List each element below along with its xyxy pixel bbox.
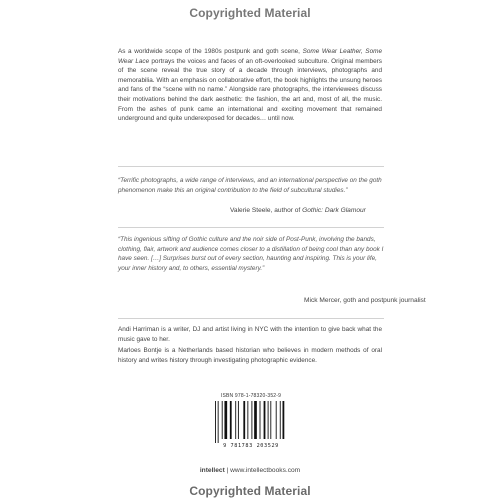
barcode-bar [247,401,248,439]
barcode-bar [270,401,271,439]
divider-3 [118,318,384,319]
publisher-name: intellect [199,467,225,474]
blurb-part-2: portrays the voices and faces of an oft-overlooked subculture. Original members of the scene reveal the true story of a decade through interviews, photographs and memorabilia. With an emphasis on collaborative effort, the book highlights the unsung heroes and fans of the “scene with no name.” Alongside rare photographs, the interviewees discuss their motivations behind the dark aesthetic: the fashion, the art and, most of all, the music. From the ashes of punk came an international and exciting movement that remained underground and quite underexposed for decades… until now. [118,57,382,123]
review-quote-2: “This ingenious sifting of Gothic culture and the noir side of Post-Punk, involving the bands, clothing, flair, artwork and audience comes closer to a distillation of being cool than any book I have seen. […] Surprises burst out of every section, haunting and inspiring. This is your life, your inner history and, to others, essential mystery.” [118,236,384,272]
barcode-bar [264,401,266,439]
reviewer-role-2: , goth and postpunk journalist [339,297,426,304]
back-cover-blurb [118,47,382,124]
author-name-2: Marloes Bontje [118,347,162,354]
publisher-separator: | [224,467,231,474]
barcode-bar [235,401,236,439]
barcode-bar [254,401,257,439]
reviewer-book-title-1: Gothic: Dark Glamour [302,207,366,214]
book-title-italic: Some Wear Leather, Some Wear Lace [118,48,382,65]
isbn-barcode [213,393,289,453]
barcode-bar [218,401,219,443]
barcode-bar [280,401,281,439]
barcode-bar [260,401,261,439]
author-bio-1 [118,325,382,344]
barcode-bar [268,401,269,439]
reviewer-name-1: Valerie Steele [230,207,271,214]
review-attribution-2 [304,296,426,305]
author-bio-2 [118,346,382,365]
divider-2 [118,227,384,228]
author-name-1: Andi Harriman [118,326,160,333]
author-bio-text-2: is a Netherlands based historian who believes in modern methods of oral history and writes history through investigating photographic evidence. [118,347,382,364]
reviewer-name-2: Mick Mercer [304,297,340,304]
isbn-label: ISBN 978-1-78320-352-9 [220,393,282,399]
barcode-bar [283,401,285,439]
barcode-bar [276,401,277,439]
barcode-bar [251,401,252,439]
barcode-bar [238,401,239,439]
author-bio-text-1: is a writer, DJ and artist living in NYC with the intention to give back what the music gave to her. [118,326,382,343]
blurb-part-1: As a worldwide scope of the 1980s postpunk and goth scene, [118,48,303,55]
barcode-bars [215,401,287,443]
copyright-watermark-top: Copyrighted Material [189,6,311,20]
copyright-watermark-bottom: Copyrighted Material [189,484,311,498]
barcode-bar [224,401,227,439]
barcode-bar [230,401,232,439]
reviewer-role-prefix-1: , author of [270,207,303,214]
barcode-number: 9 781783 203529 [223,443,279,449]
barcode-bar [243,401,245,439]
publisher-line [0,467,500,474]
review-attribution-1 [230,206,366,215]
review-quote-1: “Terrific photographs, a wide range of interviews, and an international perspective on the goth phenomenon make this an original contribution to the field of subcultural studies.” [118,177,382,194]
publisher-url[interactable]: www.intellectbooks.com [230,467,301,474]
barcode-bar [222,401,223,439]
barcode-bar [215,401,216,443]
divider-1 [118,166,384,167]
